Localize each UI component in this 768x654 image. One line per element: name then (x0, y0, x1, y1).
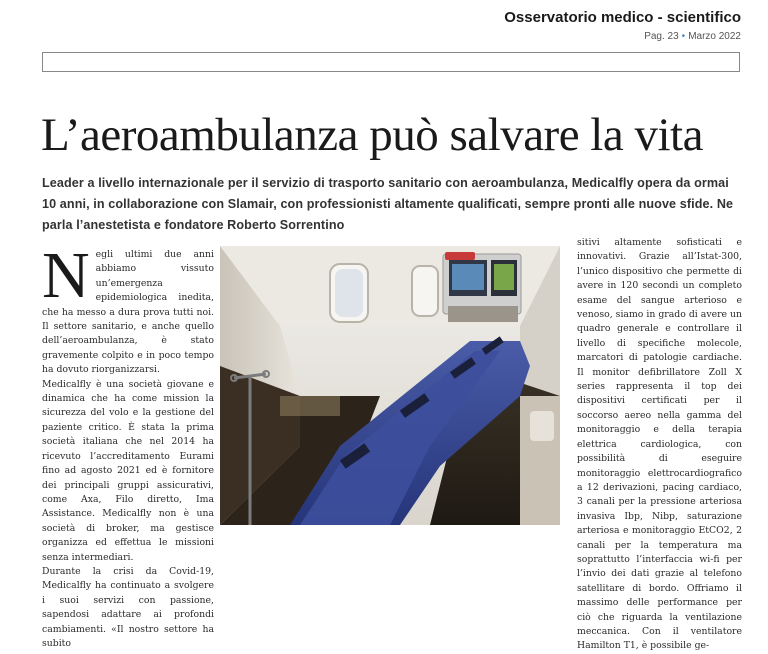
page-meta (644, 31, 741, 42)
issue-date: Marzo 2022 (688, 31, 741, 42)
text-column-right (577, 236, 742, 654)
paragraph: sitivi altamente sofisticati e innovativi. Grazie all’Istat-300, l’unico dispositivo che permette di avere in 120 secondi un completo esame del sangue arterioso e venoso, siamo in grado di avere un quadro generale e controllare il livello di specifiche molecole, marcatori di patologie cardiache. Il monitor defibrillatore Zoll X series rappresenta il top dei dispositivi certificati per il soccorso aereo nella gamma del monitoraggio e della terapia elettrica cardiologica, con possibilità di eseguire monitoraggio elettrocardiografico a 12 derivazioni, pacing cardiaco, 3 canali per la pressione arteriosa invasiva Ibp, Nibp, saturazione arteriosa e monitoraggio EtCO2, 2 canali per la temperatura ma soprattutto l’interfaccia wi-fi per l’invio dei dati grazie al telefono satellitare di bordo. Offriamo il massimo delle performance per ciò che riguarda la ventilazione meccanica. Con il ventilatore Hamilton T1, è possibile ge- (577, 237, 742, 652)
article-lead: Leader a livello internazionale per il servizio di trasporto sanitario con aeroambulanza, Medicalfly opera da ormai 10 anni, in collaborazione con Slamair, con professionisti altamente qualificati, sempre pronti alle nuove sfide. Ne parla l’anestetista e fondatore Roberto Sorrentino (42, 176, 734, 232)
cabin-illustration (220, 246, 560, 525)
article-title: L’aeroambulanza può salvare la vita (41, 109, 703, 161)
publication-title: Osservatorio medico - scientifico (504, 9, 741, 26)
article-photo-air-ambulance-interior (220, 246, 560, 525)
paragraph: Medicalfly è una società giovane e dinamica che ha come mission la sicurezza del volo e la gestione del paziente critico. È stata la prima società italiana che nel 2014 ha ricevuto l’accreditamento Eurami fino ad agosto 2021 ed è fornitore dei principali gruppi assicurativi, come Axa, Filo diretto, Ima Assistance. Medicalfly non è una società di broker, ma gestisce organizza ed effettua le missioni senza intermediari. (42, 378, 214, 563)
paragraph: egli ultimi due anni abbiamo vissuto un’emergenza epidemiologica inedita, che ha messo a dura prova tutti noi. Il settore sanitario, e anche quello dell’aeroambulanza, è stato gravemente colpito e in poco tempo ha dovuto riorganizzarsi. (42, 249, 214, 376)
header-bar (42, 52, 740, 72)
paragraph: Durante la crisi da Covid-19, Medicalfly ha continuato a svolgere i suoi servizi con passione, sapendosi adattare ai profondi cambiamenti. «Il nostro settore ha subito (42, 565, 214, 649)
drop-cap: N (42, 239, 90, 312)
text-column-left (42, 239, 214, 651)
page-number: Pag. 23 (644, 31, 679, 42)
separator-dot-icon: • (681, 31, 686, 42)
